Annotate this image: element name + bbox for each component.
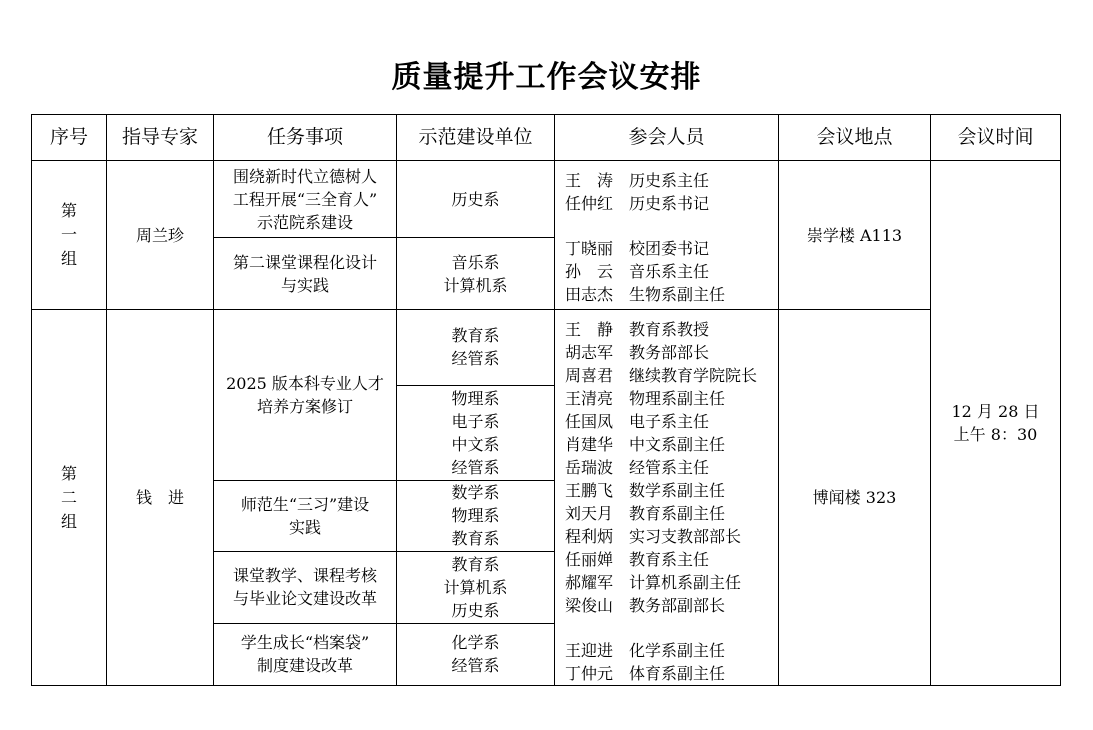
group2-task4-units: 化学系 经管系 [397, 623, 555, 685]
group1-attendees: 王 涛 历史系主任 任仲红 历史系书记 丁晓丽 校团委书记 孙 云 音乐系主任 田志杰 生物系副主任 [555, 161, 779, 310]
group2-task2: 师范生“三习”建设 实践 [214, 480, 397, 552]
group1-expert: 周兰珍 [107, 161, 214, 310]
group2-task1-units-b: 物理系 电子系 中文系 经管系 [397, 385, 555, 480]
header-time: 会议时间 [931, 115, 1061, 161]
group1-seq: 第 一 组 [32, 161, 107, 310]
group1-location: 崇学楼 A113 [779, 161, 931, 310]
meeting-time: 12 月 28 日 上午 8：30 [931, 161, 1061, 686]
group2-task3-units: 教育系 计算机系 历史系 [397, 552, 555, 624]
header-seq: 序号 [32, 115, 107, 161]
header-unit: 示范建设单位 [397, 115, 555, 161]
group2-task3: 课堂教学、课程考核 与毕业论文建设改革 [214, 552, 397, 624]
header-attendees: 参会人员 [555, 115, 779, 161]
group2-attendees: 王 静 教育系教授 胡志军 教务部部长 周喜君 继续教育学院院长 王清亮 物理系副主任 任国凤 电子系主任 肖建华 中文系副主任 岳瑞波 经管系主任 王鹏飞 数学系副主任 刘天月 教育系副主任 程利炳 实习支教部部长 任丽婵 教育系主任 郝耀军 计算机系副主任 梁俊山 教务部副部长 王迎进 化学系副主任 丁仲元 体育系副主任 [555, 310, 779, 686]
group2-task2-units: 数学系 物理系 教育系 [397, 480, 555, 552]
header-row [32, 115, 1061, 161]
group1-task2-units: 音乐系 计算机系 [397, 238, 555, 310]
group1-task1: 围绕新时代立德树人 工程开展“三全育人” 示范院系建设 [214, 161, 397, 238]
table-row [32, 310, 1061, 386]
group1-task2: 第二课堂课程化设计 与实践 [214, 238, 397, 310]
group2-seq: 第 二 组 [32, 310, 107, 686]
table-row [32, 161, 1061, 238]
group2-task1: 2025 版本科专业人才 培养方案修订 [214, 310, 397, 481]
group2-expert: 钱 进 [107, 310, 214, 686]
group2-location: 博闻楼 323 [779, 310, 931, 686]
header-task: 任务事项 [214, 115, 397, 161]
header-location: 会议地点 [779, 115, 931, 161]
group2-task4: 学生成长“档案袋” 制度建设改革 [214, 623, 397, 685]
header-expert: 指导专家 [107, 115, 214, 161]
schedule-table [31, 114, 1061, 686]
page-title: 质量提升工作会议安排 [391, 60, 702, 95]
group2-task1-units: 教育系 经管系 [397, 310, 555, 386]
group1-task1-units: 历史系 [397, 161, 555, 238]
